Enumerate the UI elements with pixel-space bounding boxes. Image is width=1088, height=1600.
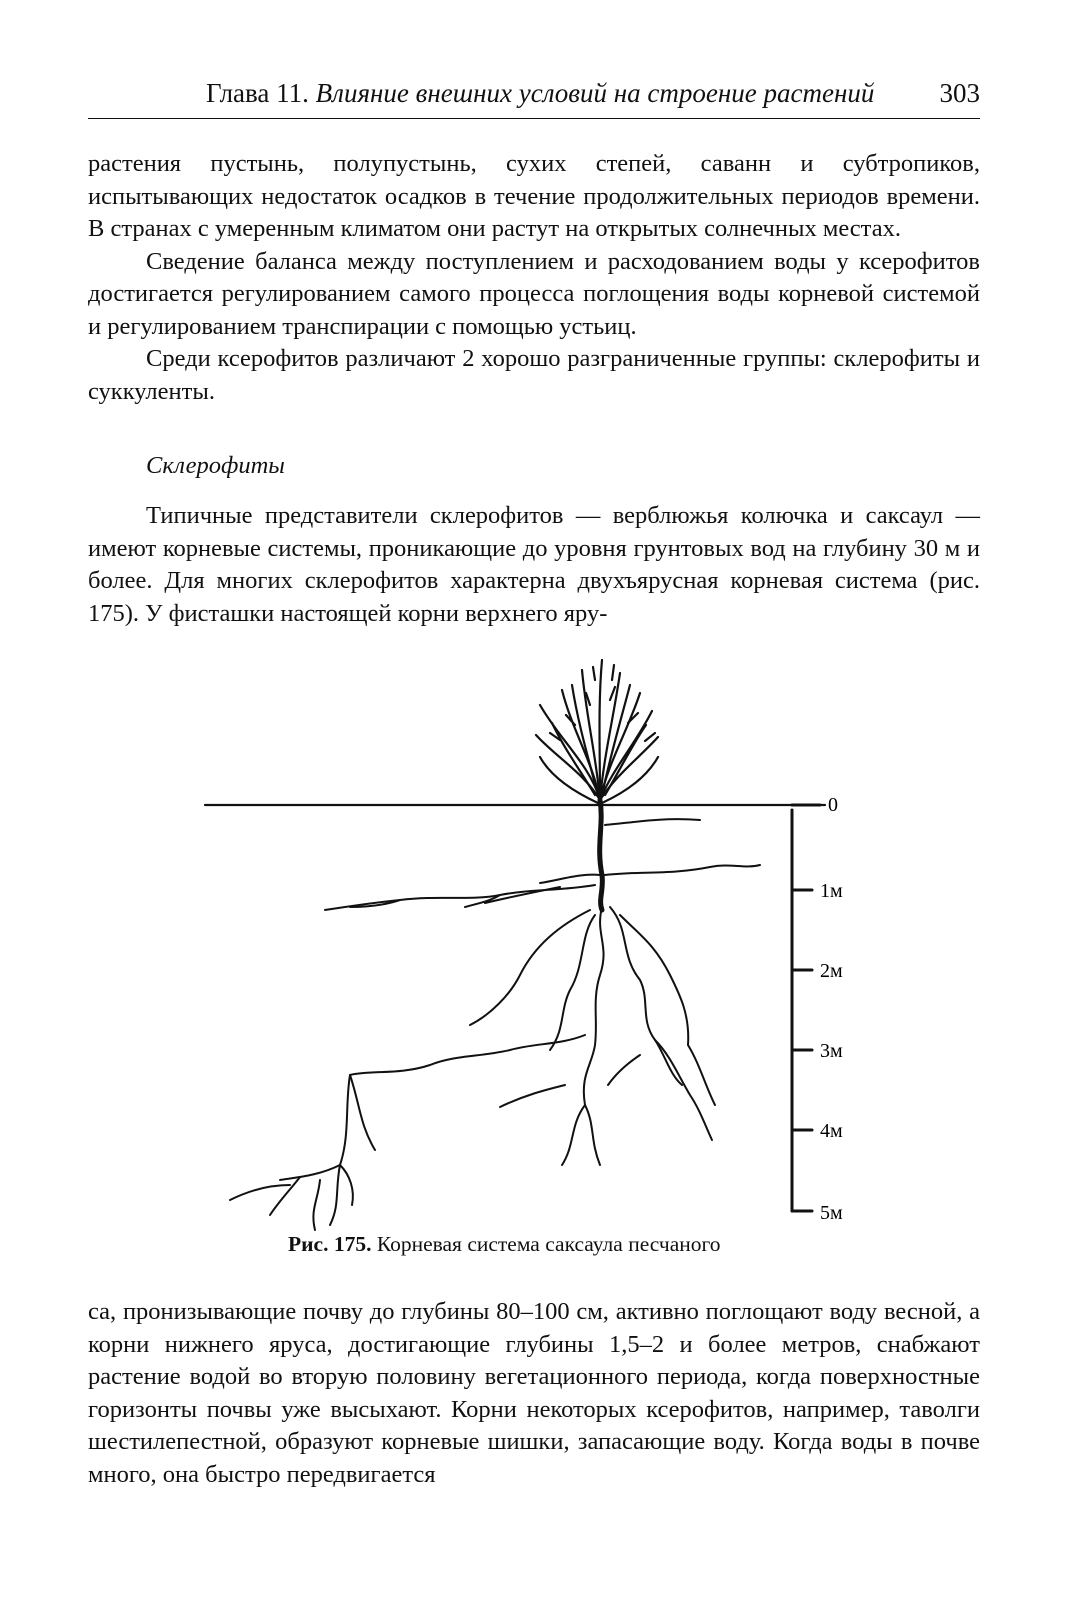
root-system-illustration [200, 645, 900, 1235]
scale-label-2m: 2м [820, 960, 843, 982]
chapter-heading [206, 78, 874, 109]
scale-label-3m: 3м [820, 1040, 843, 1062]
paragraph-5: са, пронизывающие почву до глубины 80–100 см, активно поглощают воду весной, а корни нижнего яруса, достигающие глубины 1,5–2 и более метров, снабжают растение водой во вторую половину вегетационного периода, когда поверхностные горизонты почвы уже высыхают. Корни некоторых ксерофитов, например, таволги шестилепестной, образуют корневые шишки, запасающие воду. Когда воды в почве много, она быстро передвигается [88, 1298, 980, 1488]
body-text-top [88, 148, 980, 408]
upper-tier-roots [325, 819, 760, 910]
scale-label-1m: 1м [820, 880, 843, 902]
depth-scale [792, 805, 820, 1211]
running-header [88, 78, 980, 122]
scale-label-4m: 4м [820, 1120, 843, 1142]
paragraph-1: растения пустынь, полупустынь, сухих степей, саванн и субтропиков, испытывающих недостаток осадков в течение продолжительных периодов времени. В странах с умеренным климатом они растут на открытых солнечных местах. [88, 150, 980, 242]
paragraph-2: Сведение баланса между поступлением и расходованием воды у ксерофитов достигается регулированием самого процесса поглощения воды корневой системой и регулированием транспирации с помощью устьиц. [88, 247, 980, 340]
body-text-sclerophytes [88, 500, 980, 630]
body-text-bottom [88, 1296, 980, 1491]
caption-text: Корневая система саксаула песчаного [376, 1232, 721, 1256]
figure-caption [288, 1232, 721, 1257]
lower-tier-roots [230, 907, 715, 1230]
shrub-crown [536, 660, 658, 803]
scale-label-0: 0 [828, 794, 838, 816]
root-system-figure [200, 645, 900, 1235]
chapter-title: Влияние внешних условий на строение растений [315, 78, 875, 108]
paragraph-3: Среди ксерофитов различают 2 хорошо разграниченные группы: склерофиты и суккуленты. [88, 345, 980, 405]
scale-label-5m: 5м [820, 1202, 843, 1224]
header-rule [88, 118, 980, 119]
page-number: 303 [939, 78, 980, 108]
depth-scale-labels [820, 794, 843, 1224]
paragraph-4: Типичные представители склерофитов — верблюжья колючка и саксаул — имеют корневые системы, проникающие до уровня грунтовых вод на глубину 30 м и более. Для многих склерофитов характерна двухъярусная корневая система (рис. 175). У фисташки настоящей корни верхнего яру- [88, 502, 980, 627]
section-heading: Склерофиты [146, 452, 285, 479]
caption-label: Рис. 175. [288, 1232, 372, 1256]
taproot [600, 800, 603, 910]
chapter-number: Глава 11. [206, 78, 309, 108]
